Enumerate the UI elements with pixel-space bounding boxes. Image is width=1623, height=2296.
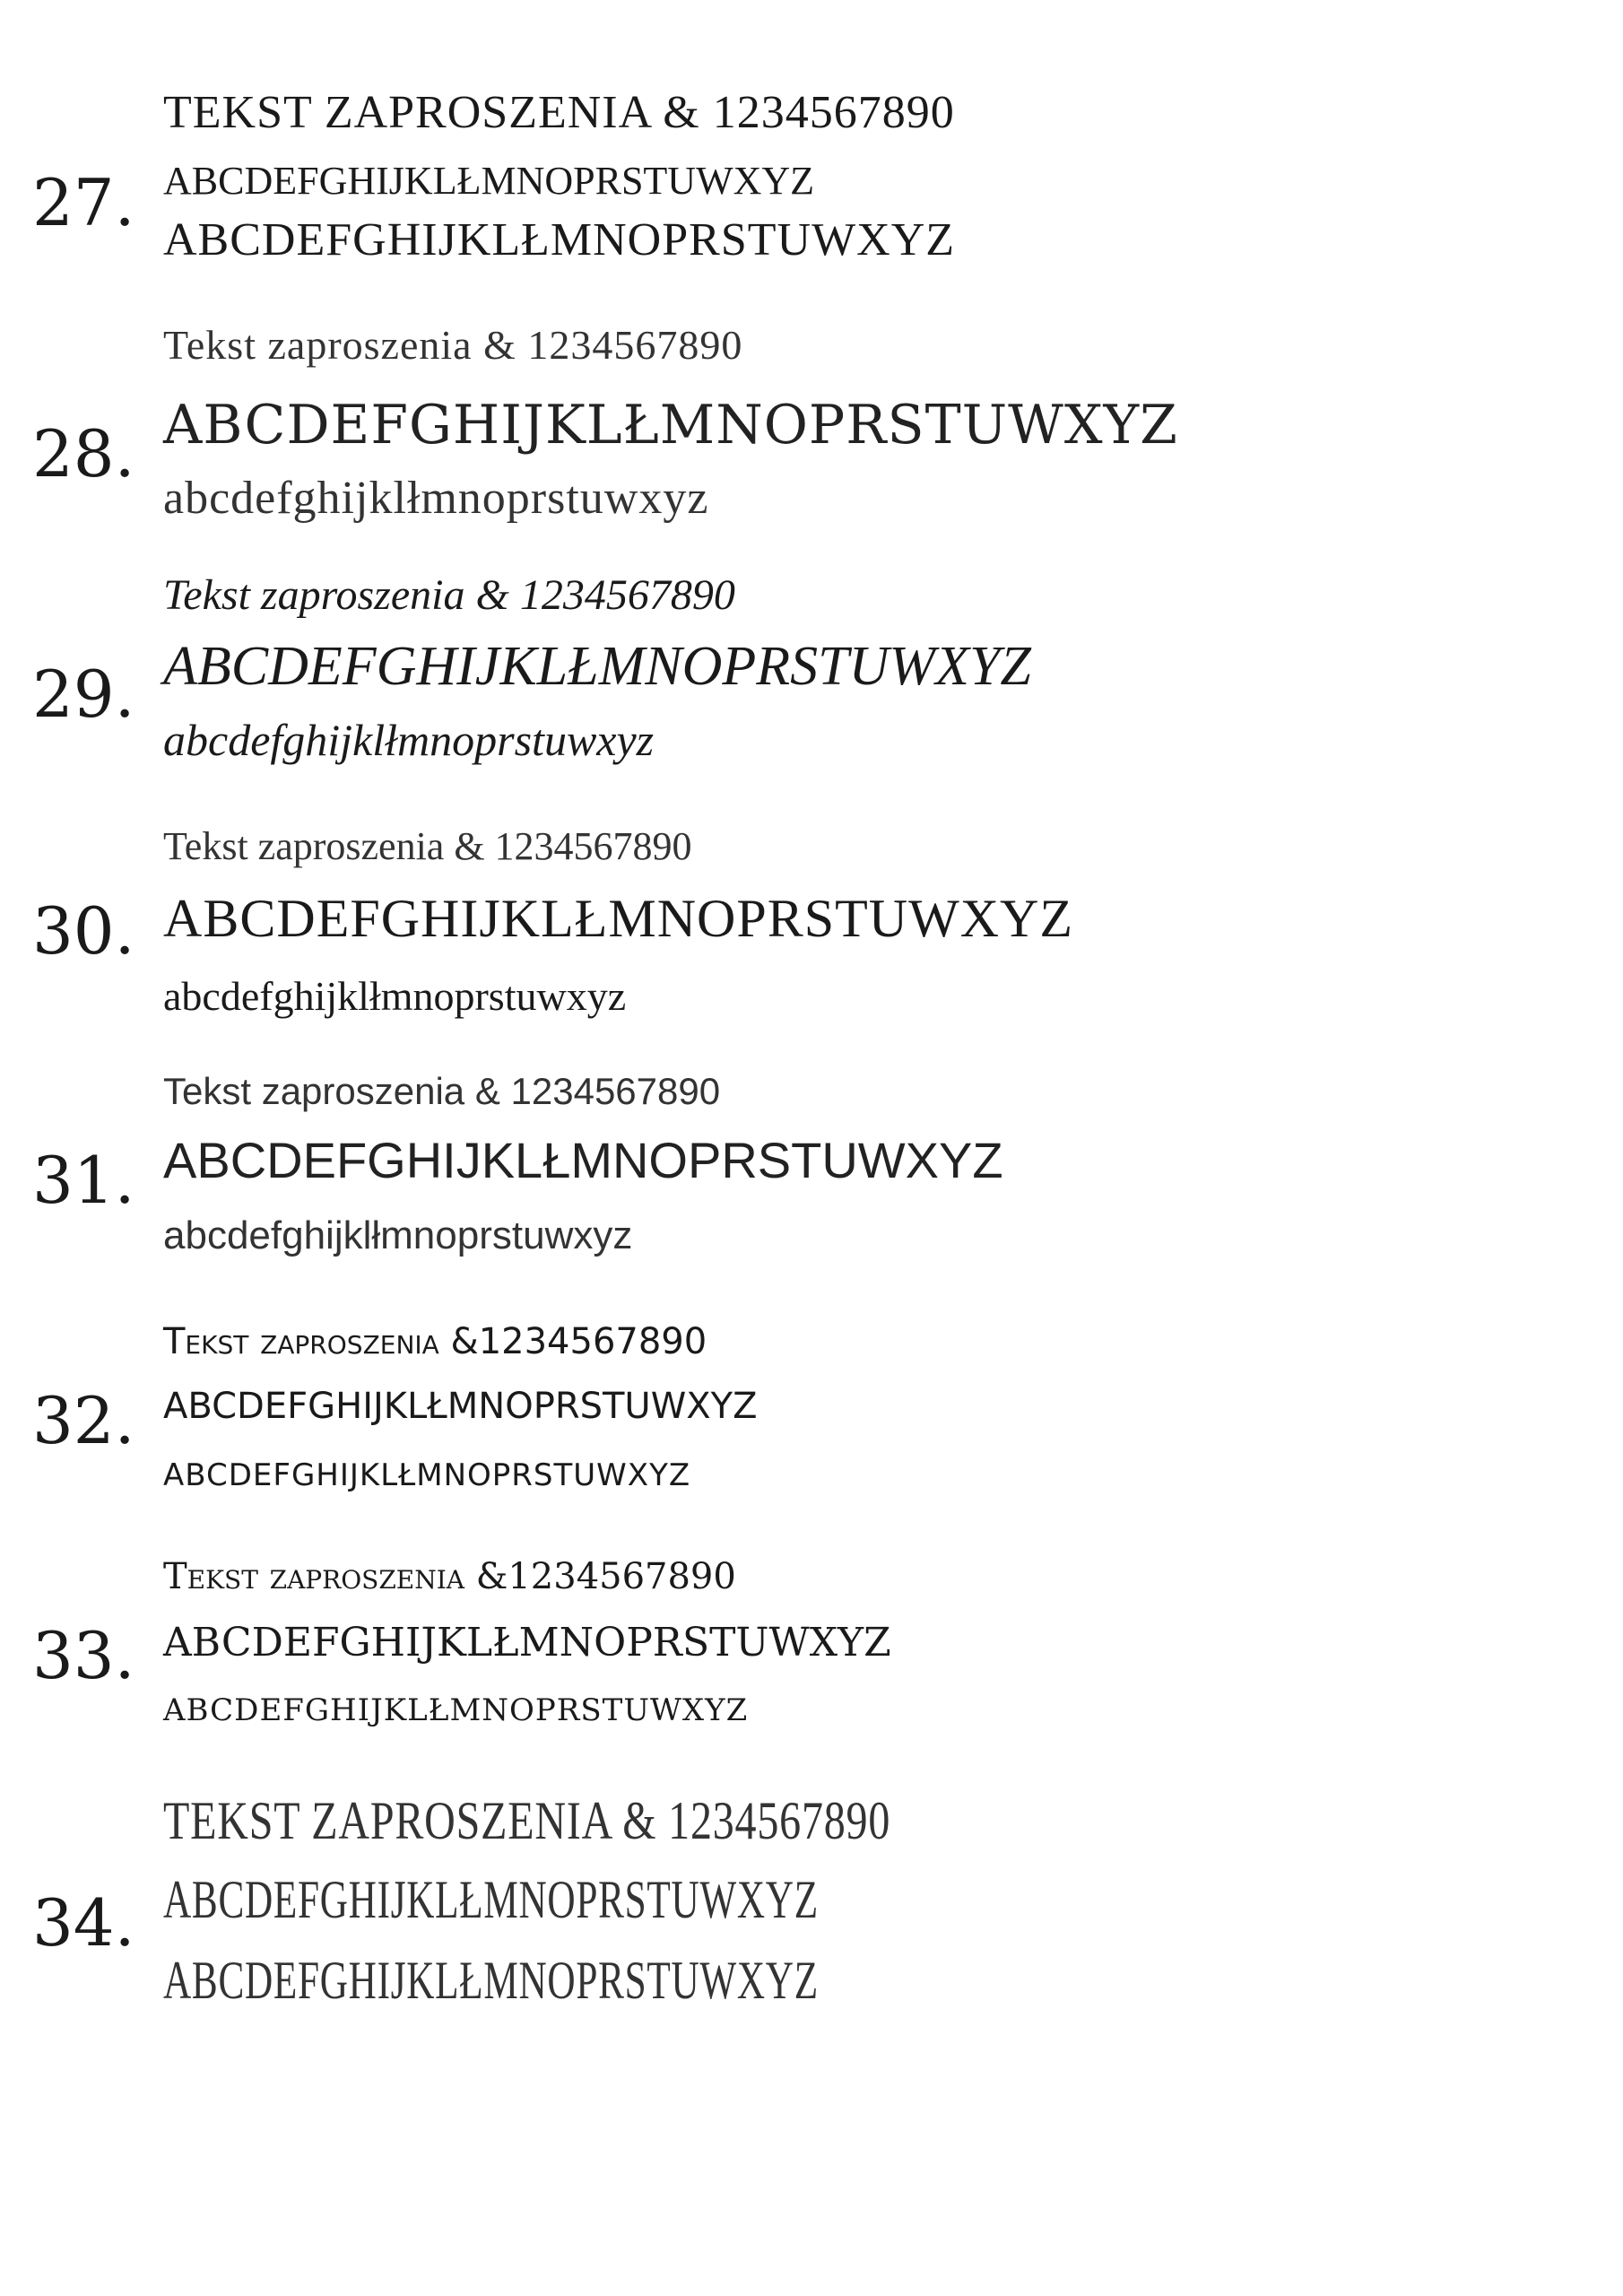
sample-line-lowercase: abcdefghijklłmnoprstuwxyz bbox=[163, 473, 709, 524]
sample-line-lowercase: abcdefghijklłmnoprstuwxyz bbox=[163, 1213, 633, 1257]
sample-number: 32. bbox=[32, 1383, 135, 1458]
sample-line-uppercase: ABCDEFGHIJKLŁMNOPRSTUWXYZ bbox=[163, 889, 1074, 948]
sample-line-text: TEKST ZAPROSZENIA & 1234567890 bbox=[163, 1791, 891, 1850]
sample-number: 29. bbox=[32, 657, 135, 732]
sample-line-smallcaps: ABCDEFGHIJKLŁMNOPRSTUWXYZ bbox=[163, 1457, 691, 1493]
sample-line-alphabet: ABCDEFGHIJKLŁMNOPRSTUWXYZ bbox=[163, 214, 956, 265]
sample-line-uppercase: ABCDEFGHIJKLŁMNOPRSTUWXYZ bbox=[163, 159, 815, 203]
sample-line-uppercase: ABCDEFGHIJKLŁMNOPRSTUWXYZ bbox=[163, 1870, 819, 1929]
sample-line-uppercase: ABCDEFGHIJKLŁMNOPRSTUWXYZ bbox=[163, 394, 1178, 457]
sample-number: 30. bbox=[32, 893, 135, 969]
sample-line-text: Tekst zaproszenia & 1234567890 bbox=[163, 571, 735, 619]
sample-line-uppercase: ABCDEFGHIJKLŁMNOPRSTUWXYZ bbox=[163, 1620, 891, 1665]
sample-line-text: TEKST ZAPROSZENIA & 1234567890 bbox=[163, 87, 955, 138]
sample-line-text: Tekst zaproszenia & 1234567890 bbox=[163, 322, 743, 368]
sample-line-uppercase: ABCDEFGHIJKLŁMNOPRSTUWXYZ bbox=[163, 1132, 1003, 1188]
sample-number: 34. bbox=[32, 1885, 135, 1961]
sample-line-smallcaps: ABCDEFGHIJKLŁMNOPRSTUWXYZ bbox=[163, 1692, 749, 1728]
sample-number: 33. bbox=[32, 1618, 135, 1693]
sample-number: 27. bbox=[32, 165, 135, 240]
sample-number: 28. bbox=[32, 416, 135, 491]
sample-line-lowercase: abcdefghijklłmnoprstuwxyz bbox=[163, 973, 627, 1019]
sample-number: 31. bbox=[32, 1143, 135, 1218]
sample-line-text: Tekst zaproszenia &1234567890 bbox=[163, 1321, 707, 1362]
sample-line-text: Tekst zaproszenia & 1234567890 bbox=[163, 1070, 721, 1112]
sample-line-alphabet: ABCDEFGHIJKLŁMNOPRSTUWXYZ bbox=[163, 1951, 819, 2010]
sample-line-text: Tekst zaproszenia & 1234567890 bbox=[163, 824, 692, 868]
sample-line-uppercase: ABCDEFGHIJKLŁMNOPRSTUWXYZ bbox=[163, 1386, 758, 1427]
sample-line-uppercase: ABCDEFGHIJKLŁMNOPRSTUWXYZ bbox=[163, 636, 1031, 697]
sample-line-text: Tekst zaproszenia &1234567890 bbox=[163, 1556, 736, 1597]
sample-line-lowercase: abcdefghijklłmnoprstuwxyz bbox=[163, 715, 655, 765]
